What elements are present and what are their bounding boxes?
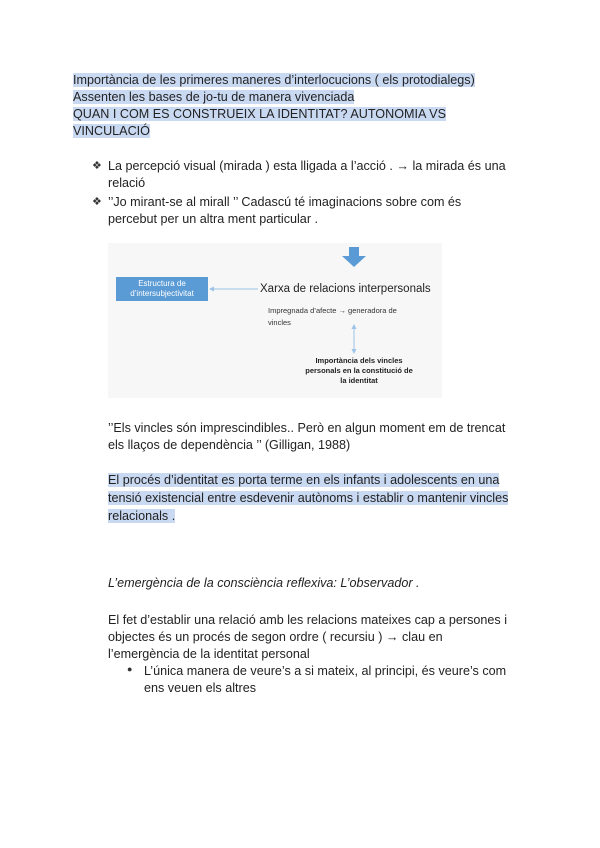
- paragraph-line-3: l’emergència de la identitat personal: [108, 647, 310, 661]
- diagram-title: Xarxa de relacions interpersonals: [260, 283, 431, 295]
- quote-line-1: ’’Els vincles són imprescindibles.. Però en algun moment em de trencat: [108, 421, 506, 435]
- bullet-1-line-2: relació: [108, 176, 146, 190]
- diamond-bullet-icon: ❖: [92, 196, 102, 208]
- diagram-subtitle: Impregnada d’afecte → generadora de vincles: [268, 306, 397, 327]
- section-title: L’emergència de la consciència reflexiva: L’observador .: [108, 576, 420, 590]
- diagram-importance: Importància dels vincles personals en la constitució de la identitat: [305, 356, 413, 385]
- down-small-arrow-icon: [352, 349, 357, 354]
- identity-diagram: [108, 243, 442, 398]
- header-line-1: Importància de les primeres maneres d’interlocucions ( els protodialegs): [73, 73, 475, 87]
- paragraph-line-1: El fet d’establir una relació amb les relacions mateixes cap a persones i: [108, 613, 508, 627]
- paragraph-line-2: objectes és un procés de segon ordre ( recursiu ) → clau en: [108, 630, 443, 644]
- header-line-3: QUAN I COM ES CONSTRUEIX LA IDENTITAT? AUTONOMIA VS: [73, 107, 446, 121]
- header-line-2: Assenten les bases de jo-tu de manera vivenciada: [73, 90, 355, 104]
- left-arrow-icon: [209, 287, 214, 292]
- bullet-2-line-1: ’’Jo mirant-se al mirall ’’ Cadascú té imaginacions sobre com és: [108, 195, 462, 209]
- bullet-2-line-2: percebut per un altra ment particular .: [108, 212, 319, 226]
- highlight-line-3: relacionals .: [108, 509, 176, 523]
- highlight-line-2: tensió existencial entre esdevenir autònoms i establir o mantenir vincles: [108, 491, 509, 505]
- intersubjectivity-box: Estructura de d’intersubjectivitat: [116, 277, 208, 301]
- highlight-line-1: El procés d’identitat es porta terme en els infants i adolescents en una: [108, 473, 500, 487]
- diamond-bullet-icon: ❖: [92, 160, 102, 172]
- sub-bullet-line-1: L’única manera de veure’s a si mateix, al principi, és veure’s com: [144, 664, 507, 678]
- quote-line-2: els llaços de dependència ’’ (Gilligan, 1988): [108, 438, 351, 452]
- bullet-1-line-1: La percepció visual (mirada ) esta lligada a l’acció . → la mirada és una: [108, 159, 506, 173]
- sub-bullet-line-2: ens veuen els altres: [144, 681, 257, 695]
- dot-bullet-icon: ●: [127, 664, 133, 674]
- down-arrow-icon: [342, 247, 366, 267]
- header-line-4: VINCULACIÓ: [73, 124, 150, 138]
